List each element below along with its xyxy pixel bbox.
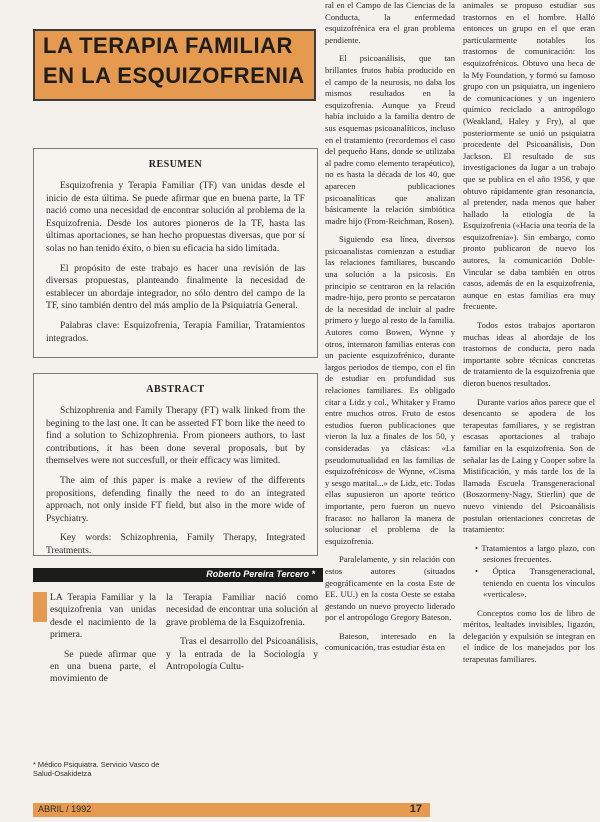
page-footer [33, 803, 430, 817]
resumen-keywords: Palabras clave: Esquizofrenia, Terapia Familiar, Tratamientos integrados. [46, 319, 305, 344]
title-line-1: LA TERAPIA FAMILIAR [43, 33, 293, 58]
column-paragraph: animales se propuso estudiar sus trastornos en el hombre. Halló entonces un grupo en el que eran particularmente notables los trastornos de comunicación: los esquizofrénicos. Obtuvo una beca de la My Foundation, y formó su famoso grupo con un psiquiatra, un ingeniero de comunicaciones y un ingeniero químico reciclado a antropólogo (Weakland, Haley y Fry), al que posteriormente se unió un psiquiatra procedente del Psicoanálisis, Don Jackson. El resultado de sus investigaciones da lugar a un trabajo que se publica en el año 1956, y que obtuvo rápidamente gran resonancia, al pretender, nada menos que haber hallado la etiología de la Esquizofrenia («Hacia una teoría de la esquizofrenia»). Sin embargo, como pronto publicaron de nuevo los autores, la comunicación Doble-Vincular se daba también en otros casos, además de en la esquizofrenia, aunque en estas familias era muy frecuente. [463, 0, 595, 312]
abstract-paragraph: The aim of this paper is make a review of the differents propositions, defending finally the need to do an integrated approach, not only inside FT field, but also in the more wide of Psychiatry. [46, 474, 305, 524]
title-line-2: EN LA ESQUIZOFRENIA [43, 63, 305, 88]
drop-cap-decoration [33, 592, 47, 622]
abstract-paragraph: Schizophrenia and Family Therapy (FT) walk linked from the begining to the last one. It can be asserted FT born like the need to find a solution to Schizophrenia. From pioneers authors, to last contributions, it has been done several proposals, but by themselves were not succesfull, or their efficacy was limited. [46, 405, 305, 467]
body-paragraph: LA Terapia Familiar y la esquizofrenia van unidas desde el nacimiento de la primera. [50, 592, 156, 641]
list-item: • Tratamientos a largo plazo, con sesiones frecuentes. [475, 543, 595, 566]
column-paragraph: Durante varios años parece que el desencanto se apodera de los terapeutas familiares, y se registran escasas aportaciones al trabajo familiar en la esquizofrenia. Son de señalar las de Laing y Cooper sobre la Mistificación, y más tarde los de la llamada Escuela Transgeneracional (Boszormeny-Nagy, Stierlin) que de nuevo viniendo del Psicoanálisis postulan orientaciones concretas de tratamiento: [463, 396, 595, 535]
body-column-1 [50, 592, 156, 693]
body-column-2 [166, 592, 318, 680]
resumen-paragraph: Esquizofrenia y Terapia Familiar (TF) van unidas desde el inicio de esta última. Se puede afirmar que en buena parte, la TF nació como una necesidad de encontrar solución al problema de la Esquizofrenia. Desde los autores pioneros de la TF, hasta las últimas aportaciones, se han hecho propuestas diversas, que por sí solas no han tenido éxito, o bien su eficacia ha sido limitada. [46, 180, 305, 254]
column-paragraph: El psicoanálisis, que tan brillantes frutos había producido en el campo de la neurosis, no daba los mismos resultados en la esquizofrenia. Aunque ya Freud había incluido a la familia dentro de sus esquemas psicoanalíticos, incluso en el tratamiento (recordemos el caso del pequeño Hans, donde se utilizaba al padre como elemento terapéutico), no es hasta la década de los 40, que aparecen publicaciones psicoanalíticas que analizan básicamente la relación simbiótica madre hijo (From-Reichman, Rosen). [325, 53, 455, 226]
list-item: • Óptica Transgeneracional, teniendo en cuenta los vínculos «verticales». [475, 566, 595, 601]
column-paragraph: ral en el Campo de las Ciencias de la Conducta, la enfermedad esquizofrénica era el gran problema pendiente. [325, 0, 455, 45]
column-paragraph: Todos estos trabajos aportaron muchas ideas al abordaje de los trastornos de conducta, pero nada importante sobre técnicas concretas de tratamiento de la esquizofrenia que dieron buenos resultados. [463, 320, 595, 388]
abstract-heading: ABSTRACT [146, 384, 205, 395]
author-bar [33, 568, 323, 582]
resumen-heading: RESUMEN [148, 159, 203, 170]
body-paragraph: Tras el desarrollo del Psicoanálisis, y la entrada de la Sociología y Antropología Cultu- [166, 636, 318, 673]
right-column-2 [463, 0, 595, 673]
abstract-box [33, 373, 318, 556]
column-paragraph: Conceptos como los de libro de méritos, lealtades invisibles, ligazón, delegación y expulsión se integran en el índice de los manejados por los terapeutas familiares. [463, 607, 595, 665]
article-title [33, 29, 316, 101]
column-paragraph: Paralelamente, y sin relación con estos autores (situados geográficamente en la costa Este de EE. UU.) en la costa Oeste se estaba gestando un nuevo proyecto liderado por el antropólogo Gregory Bateson. [325, 554, 455, 623]
abstract-keywords: Key words: Schizophrenia, Family Therapy, Integrated Treatments. [46, 532, 305, 556]
resumen-box [33, 148, 318, 358]
right-column-1 [325, 0, 455, 661]
body-paragraph: Se puede afirmar que en una buena parte, el movimiento de [50, 648, 156, 685]
issue-date: ABRIL / 1992 [38, 804, 92, 814]
page-number: 17 [409, 803, 422, 815]
column-paragraph: Bateson, interesado en la comunicación, tras estudiar ésta en [325, 630, 455, 653]
treatment-list [463, 543, 595, 601]
body-paragraph: la Terapia Familiar nació como necesidad de encontrar una solución al grave problema de la Esquizofrenia. [166, 592, 318, 628]
author-name: Roberto Pereira Tercero * [206, 569, 315, 579]
column-paragraph: Siguiendo esa línea, diversos psicoanalistas comienzan a estudiar las relaciones familiares, buscando una solución a la psicosis. En principio se centraron en la relación madre-hijo, pero pronto se percataron de la necesidad de incluir al padre primero y luego al resto de la familia. Autores como Bowen, Wynne y otros, internaron familias enteras con un paciente esquizofrénico, durante largos periodos de tiempo, con el fin de estudiar en profundidad sus relaciones familiares. Es obligado citar a Lidz y col., Whitaker y Framo entre muchos otros. Fruto de estos estudios fueron publicaciones que vieron la luz a finales de los 50, y consideradas ya clásicas: «La pseudomutualidad en las familias de esquizofrénicos» de Wynne, «Cisma y sesgo marital...» de Lidz, etc. Todas ellas supusieron un aporte teórico importante, pero fueron un nuevo fracaso: no hallaron la manera de solucionar el problema de la esquizofrenia. [325, 234, 455, 546]
resumen-paragraph: El propósito de este trabajo es hacer una revisión de las diversas propuestas, planteando finalmente la necesidad de establecer un abordaje integrador, no sólo dentro del campo de la TF, sino también dentro del más amplio de la Psiquiatría General. [46, 262, 305, 312]
footnote: * Médico Psiquiatra. Servicio Vasco de Salud-Osakidetza [33, 760, 160, 778]
